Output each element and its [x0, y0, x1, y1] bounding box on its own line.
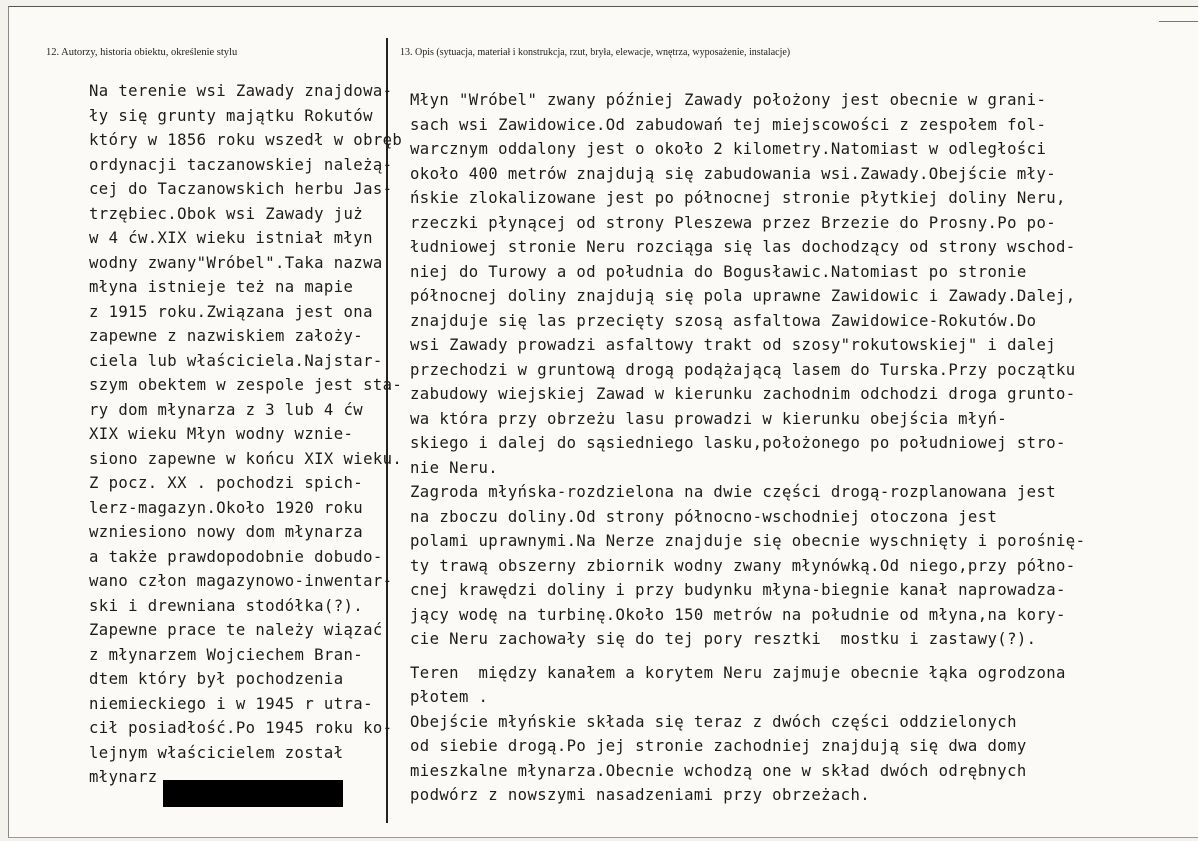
description-text-line: jący wodę na turbinę.Około 150 metrów na południe od młyna,na kory- [410, 605, 1066, 624]
description-text-line: od siebie drogą.Po jej stronie zachodniej znajdują się dwa domy [410, 737, 1027, 755]
description-text-line: około 400 metrów znajdują się zabudowania wsi.Zawady.Obejście mły- [410, 164, 1057, 183]
history-text-line: zapewne z nazwiskiem założy- [89, 327, 364, 345]
description-text-line: Młyn "Wróbel" zwany później Zawady położony jest obecnie w grani- [410, 91, 1047, 109]
description-text-line: warcznym oddalony jest o około 2 kilometry.Natomiast w odległości [410, 140, 1047, 158]
history-text-line: w 4 ćw.XIX wieku istniał młyn [89, 229, 373, 247]
history-text-line: ły się grunty majątku Rokutów [89, 106, 373, 125]
history-text-line: XIX wieku Młyn wodny wznie- [89, 425, 354, 443]
history-text-line: siono zapewne w końcu XIX wieku. [89, 449, 403, 468]
history-text-line: szym obektem w zespole jest sta- [89, 376, 403, 394]
history-column [89, 79, 402, 790]
history-text-line: młyna istnieje też na mapie [89, 278, 354, 296]
history-text-line: wzniesiono nowy dom młynarza [89, 523, 364, 541]
history-text-line: ski i drewniana stodółka(?). [89, 596, 364, 615]
description-text-line: podwórz z nowszymi nasadzeniami przy obrzeżach. [410, 786, 871, 804]
history-text-line: ordynacji taczanowskiej należą- [89, 155, 393, 174]
description-paragraph [410, 88, 1085, 480]
description-text-line: ńskie zlokalizowane jest po północnej stronie płytkiej doliny Neru, [410, 189, 1066, 207]
history-text-line: Na terenie wsi Zawady znajdowa- [89, 82, 393, 100]
section-13-header: 13. Opis (sytuacja, materiał i konstrukcja, rzut, bryła, elewacje, wnętrza, wyposażenie, instalacje) [400, 47, 791, 58]
description-paragraph [410, 661, 1085, 710]
description-paragraph [410, 480, 1085, 652]
description-text-line: niej do Turowy a od południa do Bogusławic.Natomiast po stronie [410, 262, 1027, 281]
description-text-line: płotem . [410, 688, 489, 706]
redaction-bar [163, 780, 343, 807]
history-text-line: niemieckiego i w 1945 r utra- [89, 694, 373, 713]
description-text-line: skiego i dalej do sąsiedniego lasku,położonego po południowej stro- [410, 434, 1066, 452]
history-text-line: Z pocz. XX . pochodzi spich- [89, 474, 364, 492]
paragraph-gap [410, 652, 1085, 661]
history-text-line: a także prawdopodobnie dobudo- [89, 547, 383, 566]
description-text-line: sach wsi Zawidowice.Od zabudowań tej miejscowości z zespołem fol- [410, 115, 1047, 134]
history-text-line: wodny zwany"Wróbel".Taka nazwa [89, 253, 383, 272]
description-text-line: zabudowy wiejskiej Zawad w kierunku zachodnim odchodzi droga grunto- [410, 385, 1076, 403]
sheet-edge-line [1159, 21, 1198, 22]
history-text-line: lejnym właścicielem został [89, 743, 344, 762]
history-text-line: lerz-magazyn.Około 1920 roku [89, 498, 364, 517]
history-text-line: młynarz [89, 768, 158, 786]
description-text-line: mieszkalne młynarza.Obecnie wchodzą one w skład dwóch odrębnych [410, 761, 1027, 780]
section-12-header: 12. Autorzy, historia obiektu, określenie stylu [46, 47, 238, 58]
history-text-line: cej do Taczanowskich herbu Jas- [89, 180, 393, 198]
history-text-line: Zapewne prace te należy wiązać [89, 621, 383, 639]
description-text-line: północnej doliny znajdują się pola uprawne Zawidowic i Zawady.Dalej, [410, 287, 1076, 305]
description-text-line: na zboczu doliny.Od strony północno-wschodniej otoczona jest [410, 507, 998, 526]
description-text-line: cnej krawędzi doliny i przy budynku młyna-biegnie kanał naprowadza- [410, 581, 1066, 599]
history-text-line: który w 1856 roku wszedł w obręb [89, 131, 403, 149]
history-text-line: trzębiec.Obok wsi Zawady już [89, 204, 364, 223]
description-text-line: łudniowej stronie Neru rozciąga się las dochodzący od strony wschod- [410, 238, 1076, 256]
description-text-line: przechodzi w gruntową drogą podążającą lasem do Turska.Przy początku [410, 360, 1076, 379]
description-text-line: Zagroda młyńska-rozdzielona na dwie części drogą-rozplanowana jest [410, 483, 1057, 501]
description-paragraph [410, 710, 1085, 808]
history-text-line: wano człon magazynowo-inwentar- [89, 572, 393, 590]
history-text-line: ry dom młynarza z 3 lub 4 ćw [89, 400, 364, 419]
description-text-line: cie Neru zachowały się do tej pory resztki mostku i zastawy(?). [410, 630, 1037, 648]
history-text-line: ciela lub właściciela.Najstar- [89, 351, 383, 370]
history-text-line: z młynarzem Wojciechem Bran- [89, 645, 364, 664]
description-text-line: nie Neru. [410, 458, 499, 477]
description-text-line: wa która przy obrzeżu lasu prowadzi w kierunku obejścia młyń- [410, 409, 1008, 428]
description-text-line: ty trawą obszerny zbiornik wodny zwany młynówką.Od niego,przy półno- [410, 556, 1076, 575]
description-text-line: znajduje się las przecięty szosą asfaltowa Zawidowice-Rokutów.Do [410, 311, 1037, 330]
description-text-line: rzeczki płynącej od strony Pleszewa przez Brzezie do Prosny.Po po- [410, 213, 1057, 232]
history-text-line: dtem który był pochodzenia [89, 670, 344, 688]
description-text-line: wsi Zawady prowadzi asfaltowy trakt od szosy"rokutowskiej" i dalej [410, 336, 1057, 354]
description-text-line: Obejście młyńskie składa się teraz z dwóch części oddzielonych [410, 712, 1017, 731]
description-column [410, 88, 1085, 808]
description-text-line: Teren między kanałem a korytem Neru zajmuje obecnie łąka ogrodzona [410, 663, 1066, 682]
history-text-line: z 1915 roku.Związana jest ona [89, 302, 373, 321]
description-text-line: polami uprawnymi.Na Nerze znajduje się obecnie wyschnięty i porośnię- [410, 532, 1086, 550]
history-text-line: cił posiadłość.Po 1945 roku ko- [89, 719, 393, 737]
